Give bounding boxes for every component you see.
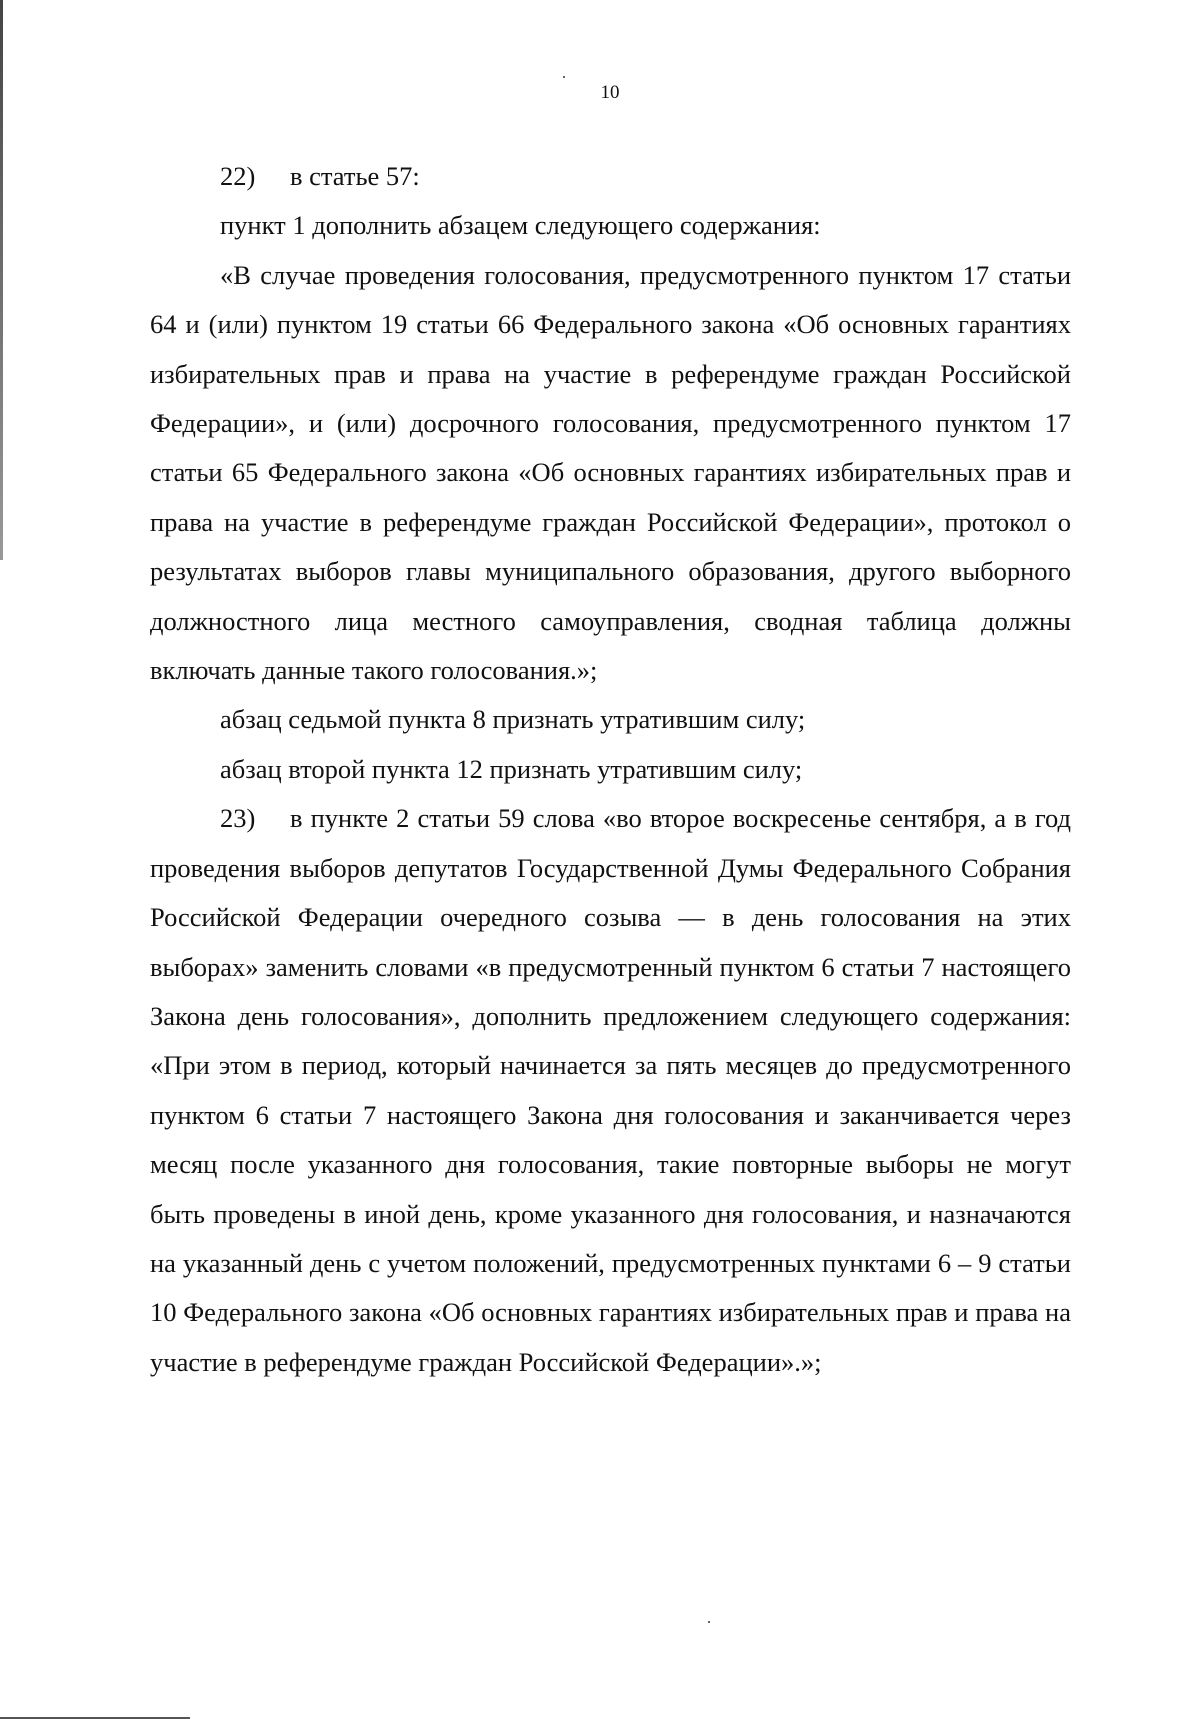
paragraph-text: пункт 1 дополнить абзацем следующего содержания: [220,210,821,241]
paragraph-item-22 [150,152,1071,201]
paragraph [150,695,1071,744]
paragraph [150,201,1071,250]
paragraph-text: в пункте 2 статьи 59 слова «во второе воскресенье сентября, а в год проведения выборов депутатов Государственной Думы Федерального Собрания Российской Федерации очередного созыва — в день голосования на этих выборах» заменить словами «в предусмотренный пунктом 6 статьи 7 настоящего Закона день голосования», дополнить предложением следующего содержания: «При этом в период, который начинается за пять месяцев до предусмотренного пунктом 6 статьи 7 настоящего Закона дня голосования и заканчивается через месяц после указанного дня голосования, такие повторные выборы не могут быть проведены в иной день, кроме указанного дня голосования, и назначаются на указанный день с учетом положений, предусмотренных пунктами 6 – 9 статьи 10 Федерального закона «Об основных гарантиях избирательных прав и права на участие в референдуме граждан Российской Федерации».»; [150,803,1071,1377]
paragraph-text: в статье 57: [290,161,420,191]
document-body [150,152,1071,1387]
paragraph-text: абзац седьмой пункта 8 признать утратившим силу; [220,704,806,735]
paragraph [150,745,1071,794]
item-number: 23) [220,803,256,834]
paragraph-item-23 [150,794,1071,1387]
scan-speck [563,76,565,78]
paragraph-text: «В случае проведения голосования, предусмотренного пунктом 17 статьи 64 и (или) пунктом 19 статьи 66 Федерального закона «Об основных гарантиях избирательных прав и права на участие в референдуме граждан Российской Федерации», и (или) досрочного голосования, предусмотренного пунктом 17 статьи 65 Федерального закона «Об основных гарантиях избирательных прав и права на участие в референдуме граждан Российской Федерации», протокол о результатах выборов главы муниципального образования, другого выборного должностного лица местного самоуправления, сводная таблица должны включать данные такого голосования.»; [150,259,1071,686]
item-number: 22) [220,161,256,191]
quoted-paragraph [150,251,1071,696]
page-number: 10 [600,82,620,103]
scan-speck [708,1621,710,1623]
paragraph-text: абзац второй пункта 12 признать утратившим силу; [220,753,803,784]
